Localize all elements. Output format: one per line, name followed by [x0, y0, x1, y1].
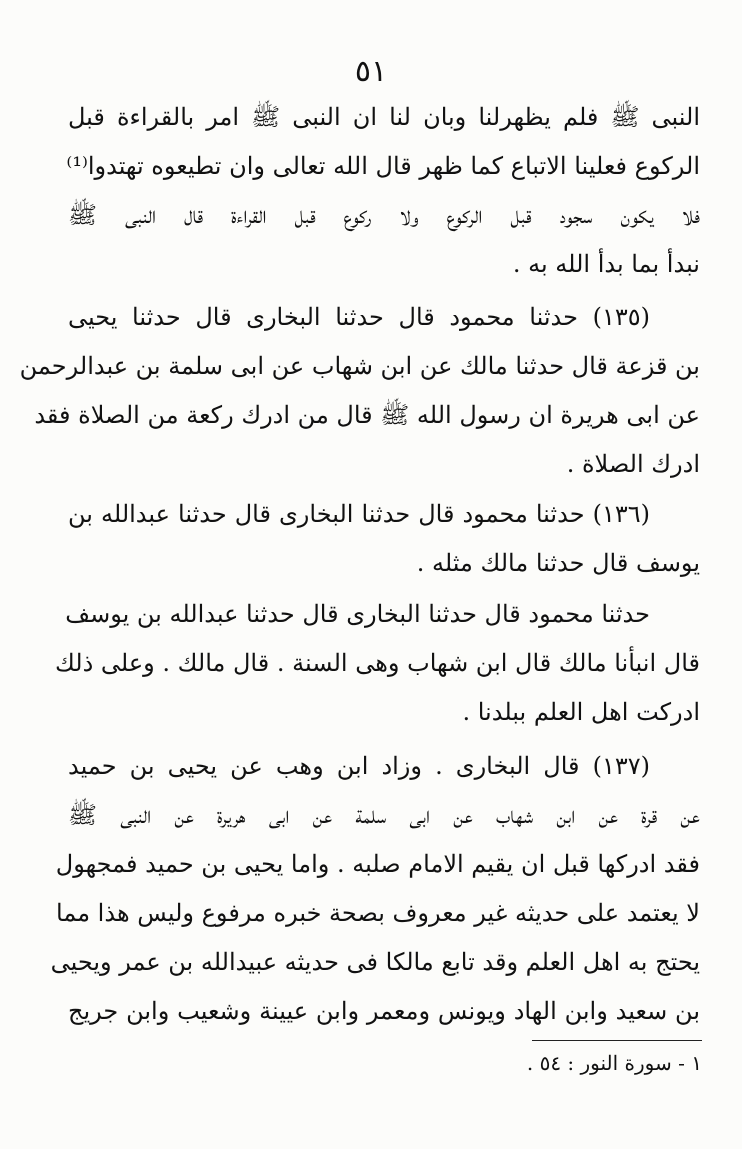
text-line: حدثنا محمود قال حدثنا البخارى قال حدثنا عبدالله بن يوسف: [65, 600, 650, 628]
text-line: النبى ﷺ فلم يظهرلنا وبان لنا ان النبى ﷺ امر بالقراءة قبل: [68, 103, 700, 131]
paragraph-continuation: [68, 93, 700, 289]
text-line: بن قزعة قال حدثنا مالك عن ابن شهاب عن ابى سلمة بن عبدالرحمن: [19, 352, 700, 380]
text-line: الركوع فعلينا الاتباع كما ظهر قال الله تعالى وان تطيعوه تهتدوا⁽¹⁾: [66, 152, 700, 180]
text-line: بن سعيد وابن الهاد ويونس ومعمر وابن عيينة وشعيب وابن جريج: [68, 997, 701, 1025]
text-line: (١٣٦) حدثنا محمود قال حدثنا البخارى قال حدثنا عبدالله بن: [68, 500, 650, 528]
paragraph-malik: [55, 590, 700, 737]
text-line: لا يعتمد على حديثه غير معروف بصحة خبره مرفوع وليس هذا مما: [56, 899, 700, 927]
text-line: فقد ادركها قبل ان يقيم الامام صلبه . واما يحيى بن حميد فمجهول: [55, 850, 700, 878]
footnote: ١ - سورة النور : ٥٤ .: [526, 1051, 702, 1075]
text-line: عن قرة عن ابن شهاب عن ابى سلمة عن ابى هريرة عن النبى ﷺ: [68, 801, 700, 829]
footnote-divider: [532, 1040, 702, 1041]
text-line: نبدأ بما بدأ الله به .: [512, 250, 700, 278]
text-line: قال انبأنا مالك قال ابن شهاب وهى السنة . قال مالك . وعلى ذلك: [55, 649, 700, 677]
text-line: فلا يكون سجود قبل الركوع ولا ركوع قبل القراءة قال النبى ﷺ: [68, 201, 701, 229]
hadith-137: [50, 742, 701, 1036]
hadith-136: [68, 490, 700, 588]
text-line: عن ابى هريرة ان رسول الله ﷺ قال من ادرك ركعة من الصلاة فقد: [34, 401, 700, 429]
text-line: يحتج به اهل العلم وقد تابع مالكا فى حديثه عبيدالله بن عمر ويحيى: [50, 948, 700, 976]
text-line: ادرك الصلاة .: [566, 450, 700, 478]
hadith-135: [19, 293, 700, 489]
text-line: (١٣٥) حدثنا محمود قال حدثنا البخارى قال حدثنا يحيى: [68, 303, 650, 331]
text-line: يوسف قال حدثنا مالك مثله .: [416, 549, 700, 577]
text-line: (١٣٧) قال البخارى . وزاد ابن وهب عن يحيى بن حميد: [68, 752, 650, 780]
text-line: ادركت اهل العلم ببلدنا .: [462, 698, 700, 726]
page-number: ٥١: [354, 54, 388, 89]
